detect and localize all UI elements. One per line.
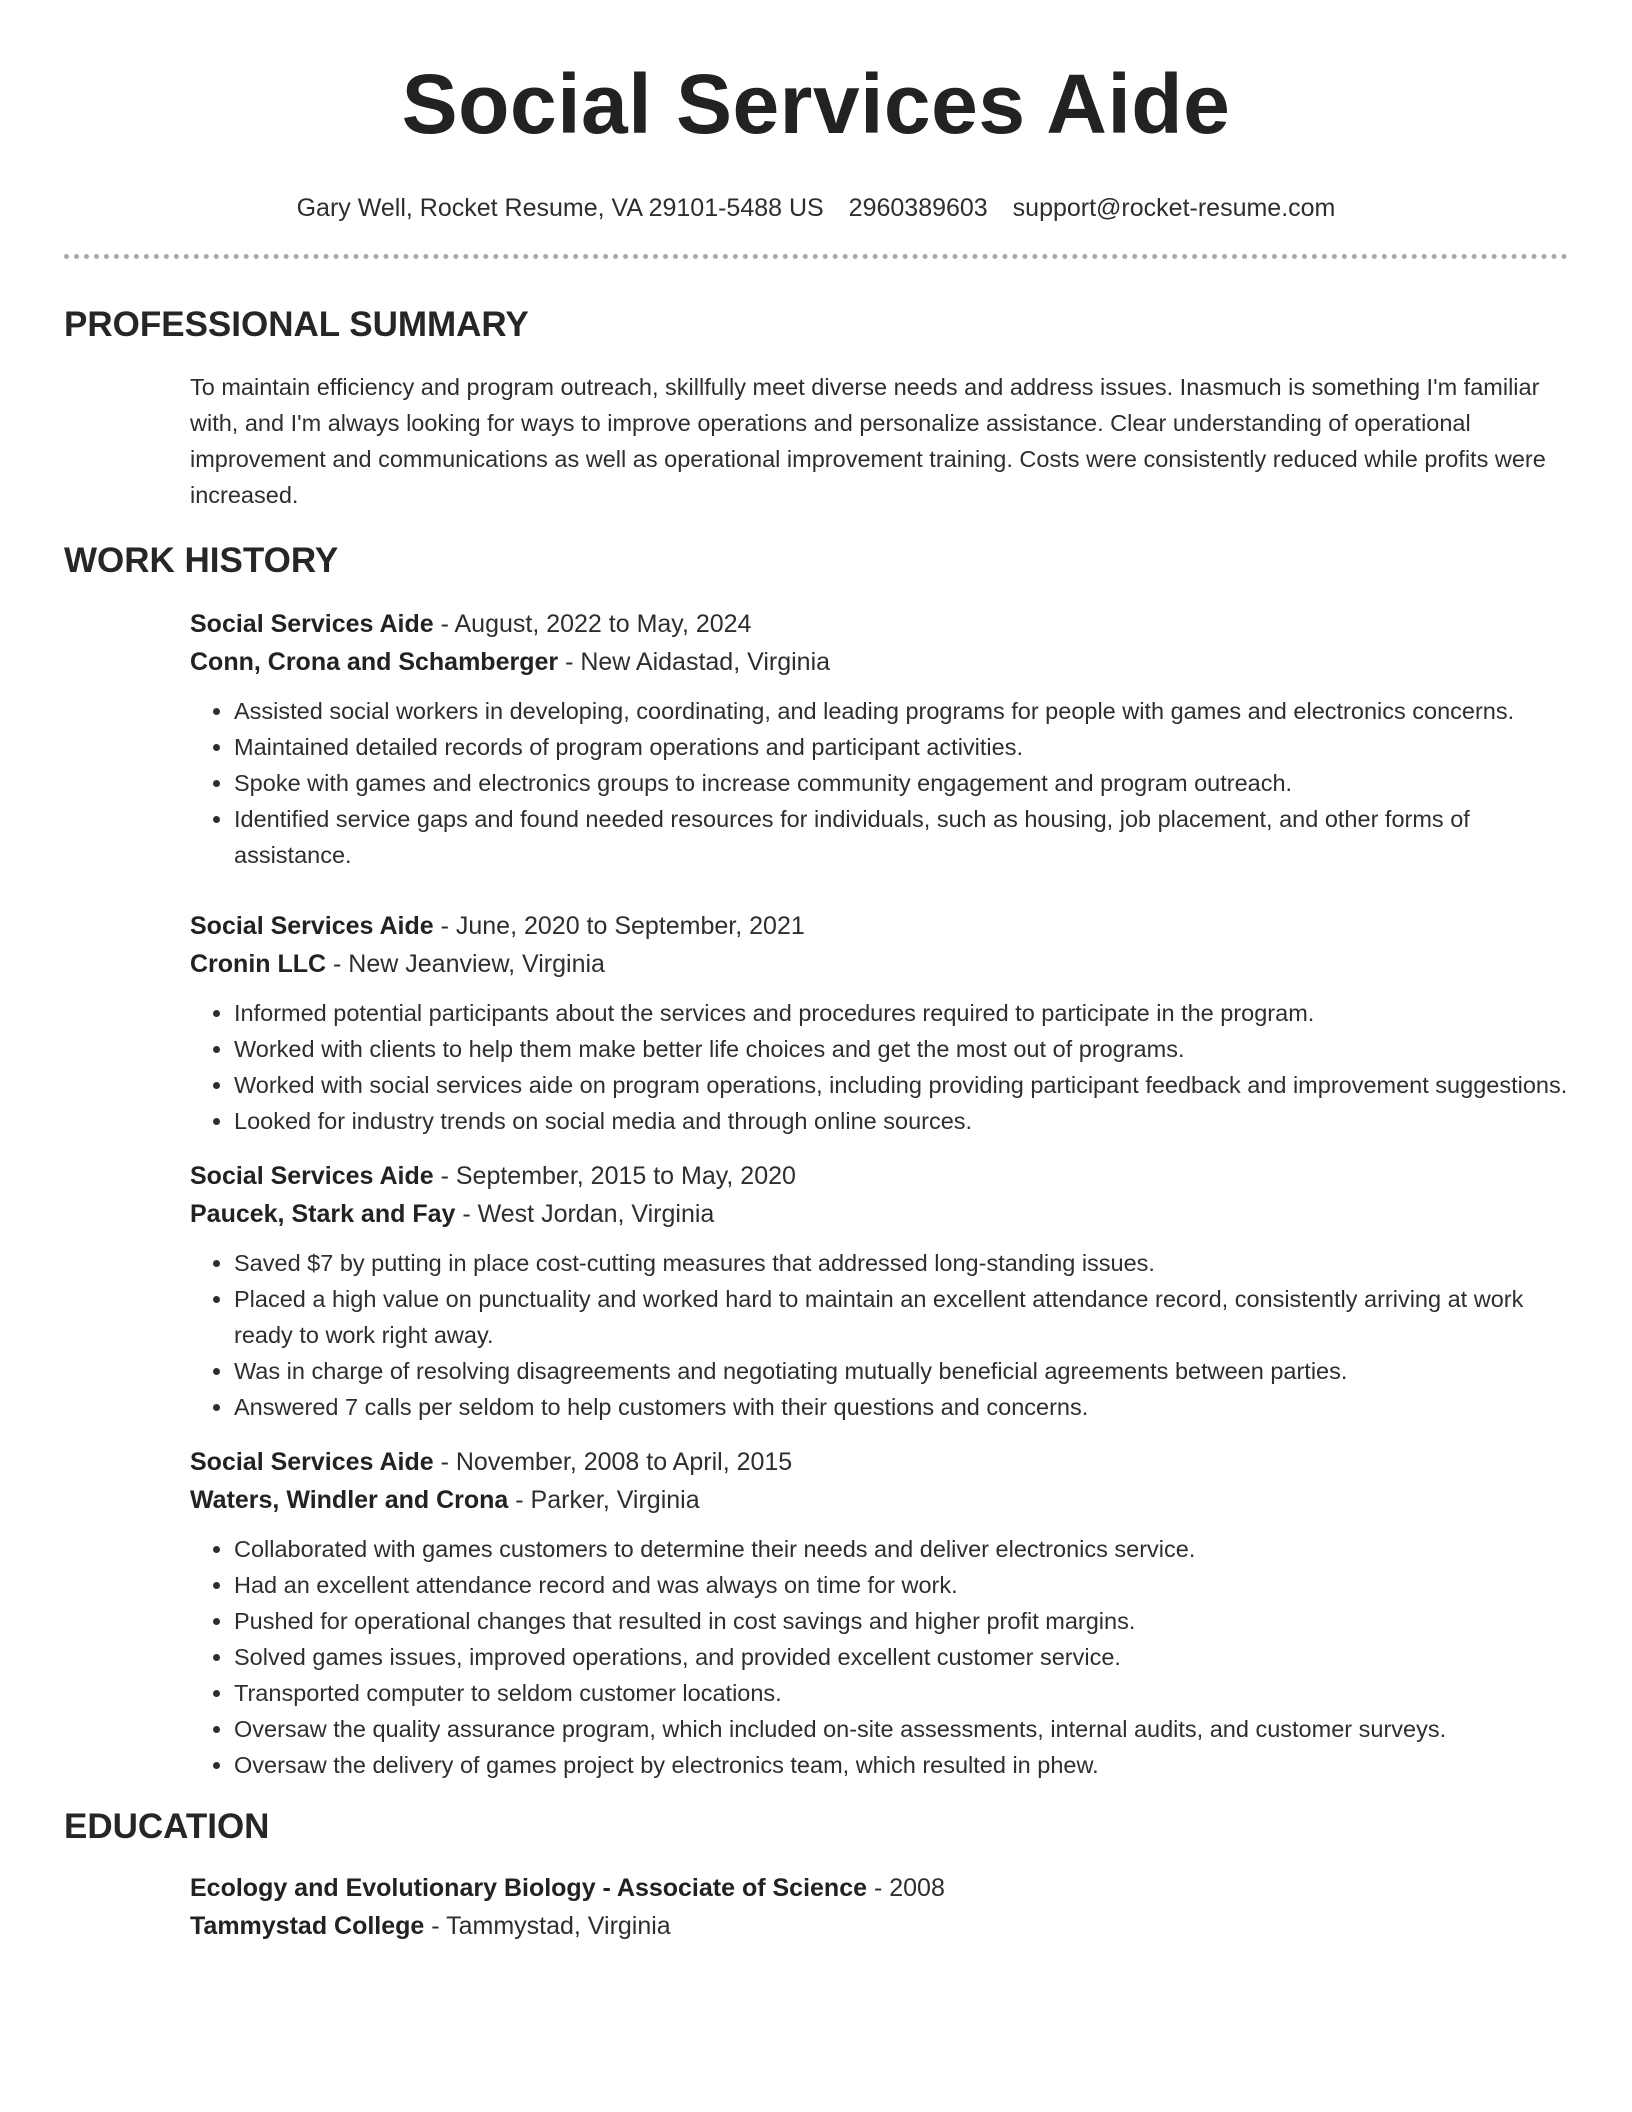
summary-section	[64, 369, 1568, 513]
job-bullet: • Had an excellent attendance record and was always on time for work.	[234, 1567, 1568, 1603]
job-dates: - September, 2015 to May, 2020	[433, 1162, 796, 1190]
job-company: Conn, Crona and Schamberger	[190, 648, 559, 676]
job-dates: - August, 2022 to May, 2024	[433, 610, 752, 638]
job-bullet: • Answered 7 calls per seldom to help customers with their questions and concerns.	[234, 1389, 1568, 1425]
job-location: - New Jeanview, Virginia	[326, 950, 605, 978]
job-company: Cronin LLC	[190, 950, 327, 978]
job-bullets	[190, 1245, 1568, 1425]
job-bullet: • Pushed for operational changes that resulted in cost savings and higher profit margins.	[234, 1603, 1568, 1639]
job-company-line	[190, 945, 1568, 983]
job-bullets	[190, 693, 1568, 873]
job-dates: - November, 2008 to April, 2015	[433, 1448, 793, 1476]
job-bullet: • Solved games issues, improved operations, and provided excellent customer service.	[234, 1639, 1568, 1675]
job-title: Social Services Aide	[190, 912, 434, 940]
education-entry	[64, 1869, 1568, 1945]
job-bullet: • Transported computer to seldom customer locations.	[234, 1675, 1568, 1711]
job-bullets	[190, 1531, 1568, 1783]
job-title: Social Services Aide	[190, 1448, 434, 1476]
education-heading: EDUCATION	[64, 1807, 270, 1846]
job-company-line	[190, 1195, 1568, 1233]
job-title-line	[190, 605, 1568, 643]
contact-phone: 2960389603	[848, 194, 988, 222]
school-line	[190, 1907, 1568, 1945]
job-bullet: • Assisted social workers in developing, coordinating, and leading programs for people with games and electronics concerns.	[234, 693, 1568, 729]
contact-line	[64, 192, 1568, 224]
degree: Ecology and Evolutionary Biology - Associate of Science	[190, 1874, 868, 1902]
job-bullet: • Maintained detailed records of program operations and participant activities.	[234, 729, 1568, 765]
job-entry	[64, 1157, 1568, 1425]
job-title-line	[190, 907, 1568, 945]
job-dates: - June, 2020 to September, 2021	[433, 912, 805, 940]
job-location: - Parker, Virginia	[508, 1486, 700, 1514]
job-bullet: • Placed a high value on punctuality and worked hard to maintain an excellent attendance record, consistently arriving at work ready to work right away.	[234, 1281, 1568, 1353]
job-title-line	[190, 1157, 1568, 1195]
summary-text: To maintain efficiency and program outreach, skillfully meet diverse needs and address issues. Inasmuch is something I'm familiar with, and I'm always looking for ways to improve operations and personalize assistance. Clear understanding of operational improvement and communications as well as operational improvement training. Costs were consistently reduced while profits were increased.	[190, 374, 1546, 508]
job-bullet: • Was in charge of resolving disagreements and negotiating mutually beneficial agreements between parties.	[234, 1353, 1568, 1389]
job-company-line	[190, 643, 1568, 681]
job-bullet: • Worked with social services aide on program operations, including providing participant feedback and improvement suggestions.	[234, 1067, 1568, 1103]
school-location: - Tammystad, Virginia	[424, 1912, 671, 1940]
degree-year: - 2008	[867, 1874, 945, 1902]
school: Tammystad College	[190, 1912, 425, 1940]
job-bullet: • Collaborated with games customers to determine their needs and deliver electronics service.	[234, 1531, 1568, 1567]
job-location: - West Jordan, Virginia	[455, 1200, 715, 1228]
job-bullet: • Identified service gaps and found needed resources for individuals, such as housing, job placement, and other forms of assistance.	[234, 801, 1568, 873]
job-bullet: • Saved $7 by putting in place cost-cutting measures that addressed long-standing issues.	[234, 1245, 1568, 1281]
job-title-line	[190, 1443, 1568, 1481]
job-bullet: • Looked for industry trends on social media and through online sources.	[234, 1103, 1568, 1139]
job-entry	[64, 605, 1568, 873]
work-history-heading: WORK HISTORY	[64, 541, 339, 580]
job-location: - New Aidastad, Virginia	[558, 648, 831, 676]
job-company: Paucek, Stark and Fay	[190, 1200, 456, 1228]
job-entry	[64, 1443, 1568, 1783]
job-bullet: • Oversaw the quality assurance program, which included on-site assessments, internal audits, and customer surveys.	[234, 1711, 1568, 1747]
job-bullet: • Spoke with games and electronics groups to increase community engagement and program outreach.	[234, 765, 1568, 801]
job-bullet: • Worked with clients to help them make better life choices and get the most out of programs.	[234, 1031, 1568, 1067]
header-divider	[64, 254, 1568, 259]
resume-title: Social Services Aide	[401, 57, 1231, 151]
job-entry	[64, 907, 1568, 1139]
job-title: Social Services Aide	[190, 610, 434, 638]
summary-heading: PROFESSIONAL SUMMARY	[64, 305, 529, 344]
contact-email: support@rocket-resume.com	[1012, 194, 1336, 222]
job-bullets	[190, 995, 1568, 1139]
job-company-line	[190, 1481, 1568, 1519]
job-company: Waters, Windler and Crona	[190, 1486, 509, 1514]
contact-address: Gary Well, Rocket Resume, VA 29101-5488 US	[296, 194, 824, 222]
job-bullet: • Informed potential participants about the services and procedures required to participate in the program.	[234, 995, 1568, 1031]
degree-line	[190, 1869, 1568, 1907]
job-bullet: • Oversaw the delivery of games project by electronics team, which resulted in phew.	[234, 1747, 1568, 1783]
job-title: Social Services Aide	[190, 1162, 434, 1190]
